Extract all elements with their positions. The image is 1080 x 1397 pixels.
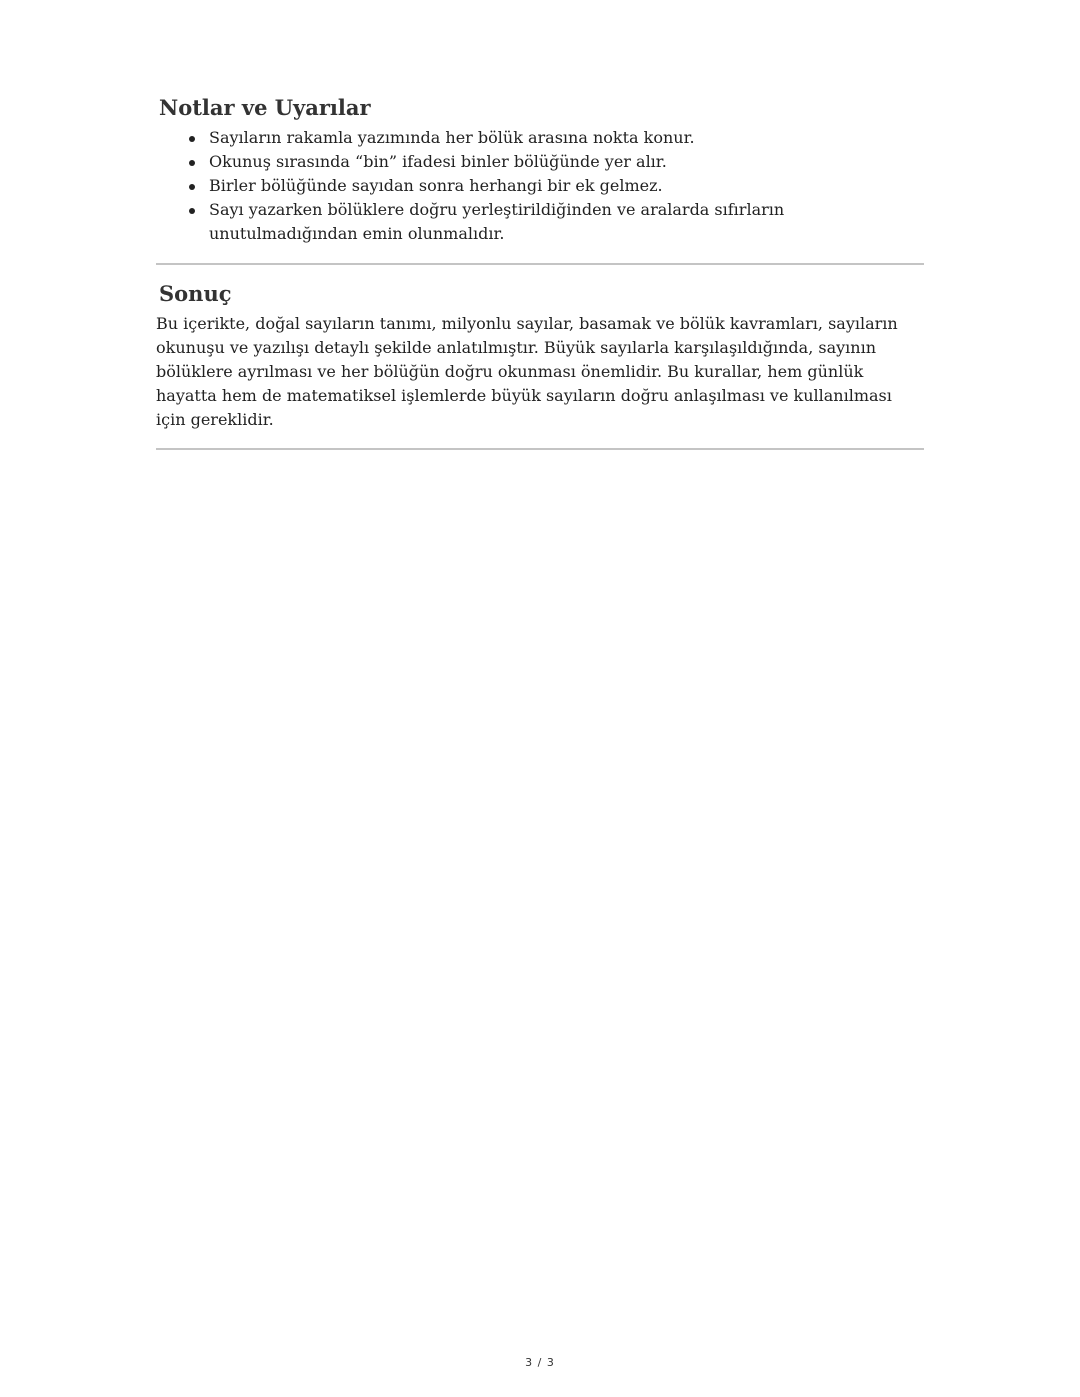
- list-item: Birler bölüğünde sayıdan sonra herhangi bir ek gelmez.: [209, 174, 924, 198]
- list-item: Sayı yazarken bölüklere doğru yerleştirildiğinden ve aralarda sıfırların unutulmadığından emin olunmalıdır.: [209, 198, 924, 246]
- section-divider: [156, 448, 924, 450]
- section-divider: [156, 263, 924, 265]
- notes-heading: Notlar ve Uyarılar: [159, 95, 371, 120]
- list-item: Okunuş sırasında “bin” ifadesi binler bölüğünde yer alır.: [209, 150, 924, 174]
- page-number: 3 / 3: [525, 1356, 555, 1369]
- notes-list: [156, 126, 924, 246]
- conclusion-paragraph: Bu içerikte, doğal sayıların tanımı, milyonlu sayılar, basamak ve bölük kavramları, sayıların okunuşu ve yazılışı detaylı şekilde anlatılmıştır. Büyük sayılarla karşılaşıldığında, sayının bölüklere ayrılması ve her bölüğün doğru okunması önemlidir. Bu kurallar, hem günlük hayatta hem de matematiksel işlemlerde büyük sayıların doğru anlaşılması ve kullanılması için gereklidir.: [156, 314, 898, 429]
- list-item: Sayıların rakamla yazımında her bölük arasına nokta konur.: [209, 126, 924, 150]
- page-content: [156, 92, 924, 450]
- notes-section: [156, 92, 924, 246]
- conclusion-heading: Sonuç: [159, 281, 232, 306]
- conclusion-section: [156, 278, 924, 432]
